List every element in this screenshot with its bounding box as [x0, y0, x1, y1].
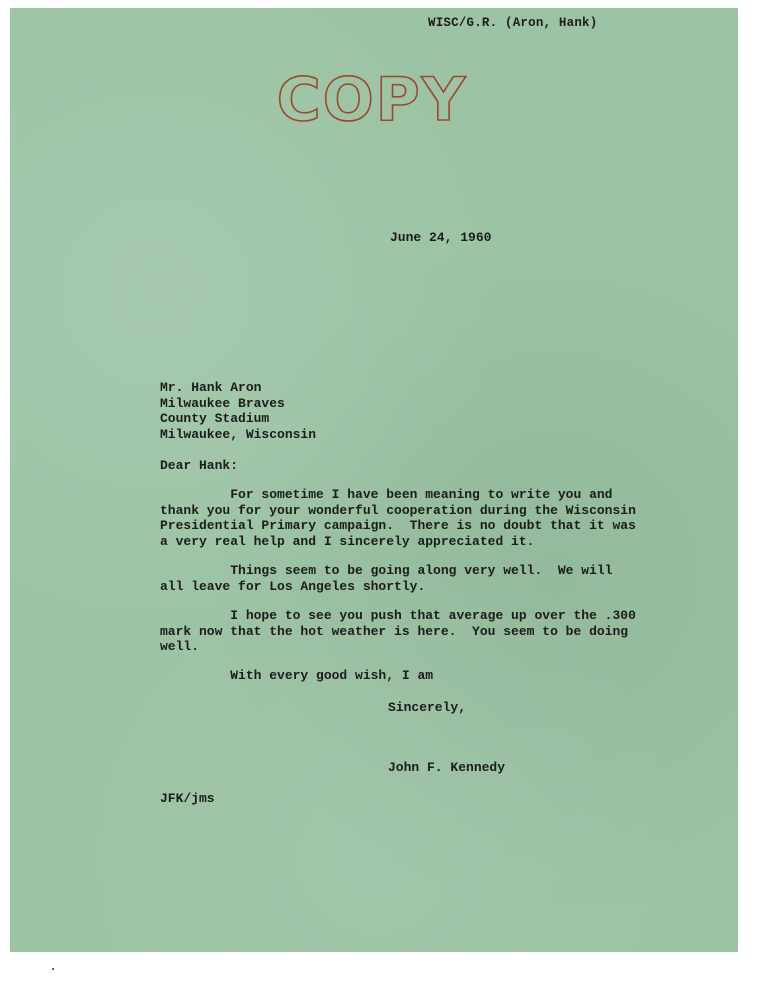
paragraph-line: I hope to see you push that average up over the .300: [160, 608, 636, 623]
letter-date: June 24, 1960: [390, 230, 492, 245]
copy-stamp: [272, 64, 472, 128]
address-line: Milwaukee Braves: [160, 395, 285, 411]
body-paragraph-4: [160, 668, 640, 684]
address-line: Milwaukee, Wisconsin: [160, 426, 317, 442]
body-paragraph-3: [160, 608, 640, 655]
paragraph-line: Things seem to be going along very well. We will: [160, 563, 613, 578]
paragraph-line: Presidential Primary campaign. There is no doubt that it was: [160, 518, 636, 533]
paragraph-line: thank you for your wonderful cooperation during the Wisconsin: [160, 502, 636, 518]
scan-speck: [52, 968, 54, 970]
typist-initials: JFK/jms: [160, 791, 215, 806]
address-line: County Stadium: [160, 411, 270, 426]
signer-name: John F. Kennedy: [388, 760, 506, 775]
paragraph-line: a very real help and I sincerely appreciated it.: [160, 533, 535, 549]
salutation: Dear Hank:: [160, 458, 239, 473]
recipient-address: [160, 380, 316, 442]
paragraph-line: all leave for Los Angeles shortly.: [160, 578, 426, 594]
body-paragraph-2: [160, 563, 640, 594]
file-reference: WISC/G.R. (Aron, Hank): [428, 16, 598, 30]
paragraph-line: With every good wish, I am: [160, 668, 434, 683]
letter-sheet: [10, 8, 738, 952]
paragraph-line: For sometime I have been meaning to write you and: [160, 487, 613, 502]
body-paragraph-1: [160, 487, 640, 549]
paragraph-line: mark now that the hot weather is here. You seem to be doing: [160, 623, 629, 639]
address-line: Mr. Hank Aron: [160, 380, 262, 395]
closing: Sincerely,: [388, 700, 467, 715]
copy-stamp-text: COPY: [276, 65, 468, 128]
paragraph-line: well.: [160, 639, 200, 654]
